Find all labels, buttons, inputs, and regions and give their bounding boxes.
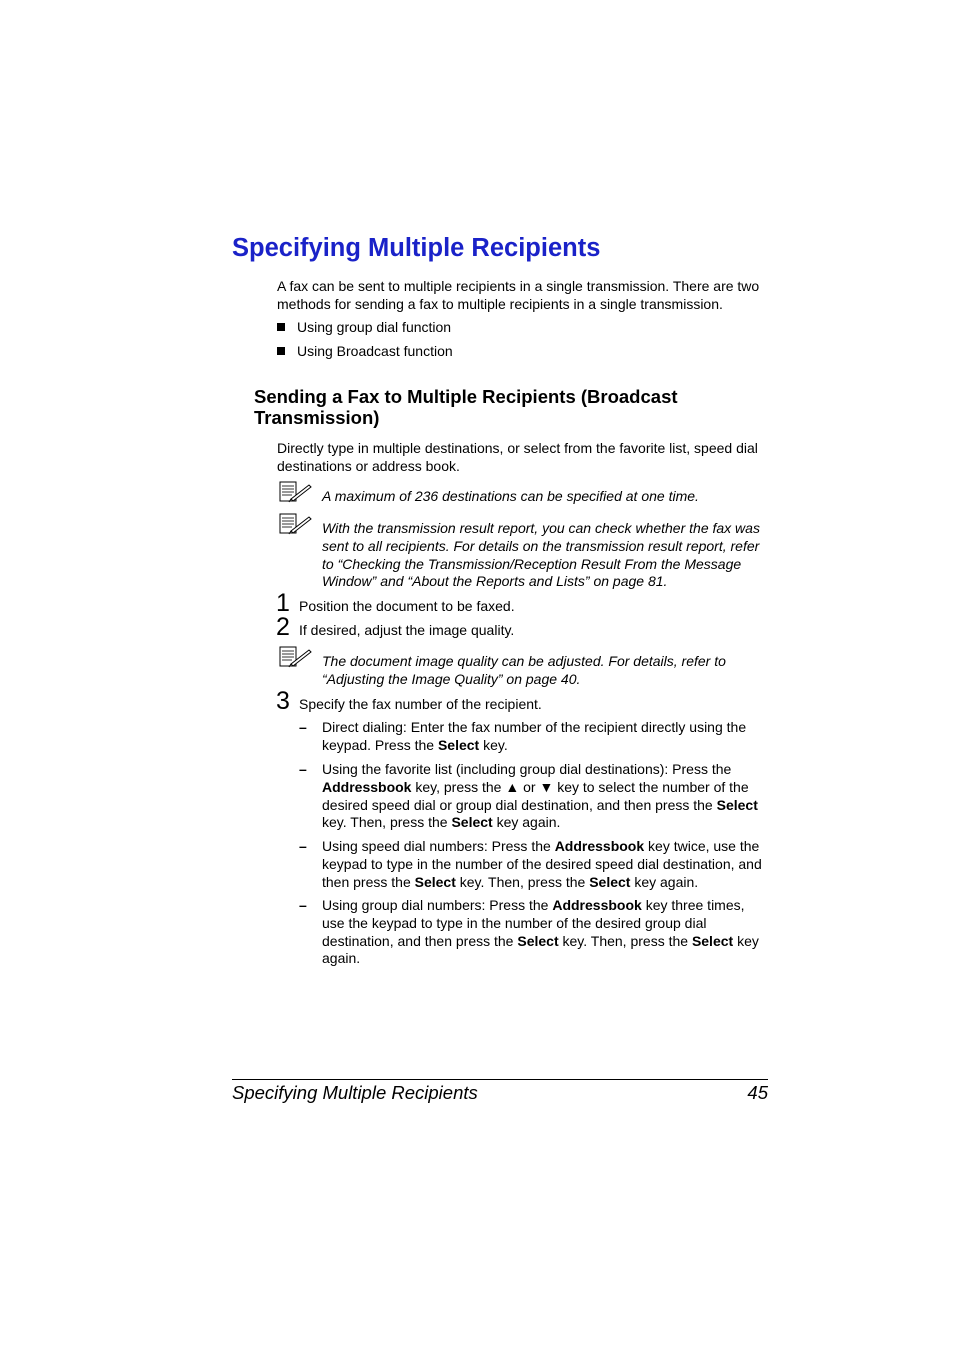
page-title: Specifying Multiple Recipients xyxy=(232,234,601,262)
sub-item-text: key again. xyxy=(492,814,561,831)
key-name: Select xyxy=(437,736,480,753)
key-name: Addressbook xyxy=(554,838,645,854)
sub-item-text: key twice, use the keypad to type in the number of the desired speed dial destination, and then press the xyxy=(322,838,762,890)
sub-item-text: Using speed dial numbers: Press the xyxy=(322,838,555,854)
dash-marker: – xyxy=(299,838,307,854)
sub-item xyxy=(322,761,770,832)
sub-item xyxy=(322,838,770,891)
section-heading: Sending a Fax to Multiple Recipients (Broadcast Transmission) xyxy=(254,386,678,428)
bullet-square-icon xyxy=(277,347,285,355)
page-number: 45 xyxy=(747,1082,768,1103)
note-pencil-icon xyxy=(279,513,313,535)
intro-paragraph: A fax can be sent to multiple recipients in a single transmission. There are two methods for sending a fax to multiple recipients in a single transmission. xyxy=(277,278,760,312)
section-paragraph: Directly type in multiple destinations, or select from the favorite list, speed dial destinations or address book. xyxy=(277,440,758,474)
sub-item-text: key, press the ▲ or ▼ key to select the number of the desired speed dial or group dial destination, and then press the xyxy=(322,778,749,813)
key-name: Select xyxy=(589,873,631,890)
note-pencil-icon xyxy=(279,646,313,668)
step-text: Position the document to be faxed. xyxy=(299,598,515,614)
method-label: Using Broadcast function xyxy=(297,343,453,359)
note-text: The document image quality can be adjusted. For details, refer to “Adjusting the Image Quality” on page 40. xyxy=(322,653,726,687)
sub-item-text: key. Then, press the xyxy=(322,814,452,831)
dash-marker: – xyxy=(299,719,307,735)
dash-marker: – xyxy=(299,761,307,777)
sub-item-text: Using the favorite list (including group dial destinations): Press the xyxy=(322,761,732,777)
sub-item-text: key three times, use the keypad to type in the number of the desired group dial destination, and then press the xyxy=(322,897,745,949)
sub-item-text: Direct dialing: Enter the fax number of the recipient directly using the keypad. Press the xyxy=(322,719,747,753)
note-text: A maximum of 236 destinations can be specified at one time. xyxy=(322,488,699,504)
step-text: If desired, adjust the image quality. xyxy=(299,622,515,638)
key-name: Select xyxy=(691,932,734,949)
sub-item-text: Using group dial numbers: Press the xyxy=(322,897,553,913)
sub-item-text: key. Then, press the xyxy=(455,873,590,890)
key-name: Select xyxy=(716,796,758,813)
key-name: Select xyxy=(414,873,456,890)
note-pencil-icon xyxy=(279,481,313,503)
dash-marker: – xyxy=(299,897,307,913)
sub-item-text: key again. xyxy=(630,873,699,890)
key-name: Select xyxy=(451,814,493,831)
sub-item xyxy=(322,719,770,755)
footer-divider xyxy=(232,1079,768,1080)
step-number: 2 xyxy=(276,613,290,641)
key-name: Select xyxy=(517,932,559,949)
step-text: Specify the fax number of the recipient. xyxy=(299,696,542,712)
sub-item-text: key. Then, press the xyxy=(558,932,692,949)
note-text: With the transmission result report, you can check whether the fax was sent to all recipients. For details on the transmission result report, refer to “Checking the Transmission/Reception Result From the Message Window” and “About the Reports and Lists” on page 81. xyxy=(322,520,760,590)
key-name: Addressbook xyxy=(322,778,412,795)
list-item xyxy=(277,343,453,361)
bullet-square-icon xyxy=(277,323,285,331)
key-name: Addressbook xyxy=(552,897,642,913)
method-label: Using group dial function xyxy=(297,319,452,335)
footer-title: Specifying Multiple Recipients xyxy=(232,1082,478,1103)
list-item xyxy=(277,319,451,337)
sub-item-text: key again. xyxy=(322,932,759,967)
step-number: 1 xyxy=(276,589,290,617)
sub-item xyxy=(322,897,770,968)
sub-item-text: key. xyxy=(479,736,508,753)
step-number: 3 xyxy=(276,687,290,715)
